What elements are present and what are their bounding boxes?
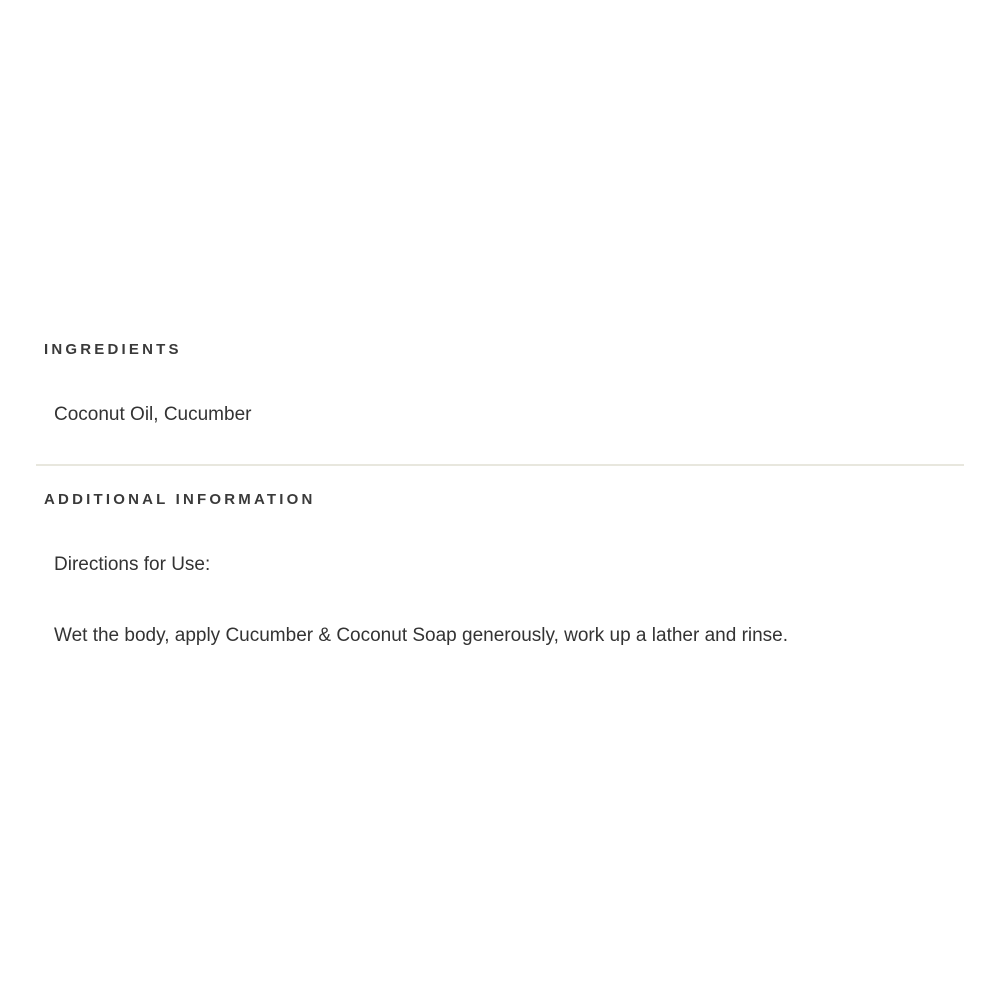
directions-text: Wet the body, apply Cucumber & Coconut Soap generously, work up a lather and rinse. <box>54 625 789 646</box>
directions-label: Directions for Use: <box>54 554 211 575</box>
ingredients-heading: INGREDIENTS <box>44 341 182 358</box>
additional-information-section <box>0 490 1000 651</box>
ingredients-body <box>0 400 1000 430</box>
section-divider <box>36 464 964 466</box>
ingredients-section <box>0 340 1000 430</box>
additional-information-heading: ADDITIONAL INFORMATION <box>44 491 316 508</box>
ingredients-text: Coconut Oil, Cucumber <box>54 404 252 425</box>
additional-information-body <box>0 550 1000 651</box>
